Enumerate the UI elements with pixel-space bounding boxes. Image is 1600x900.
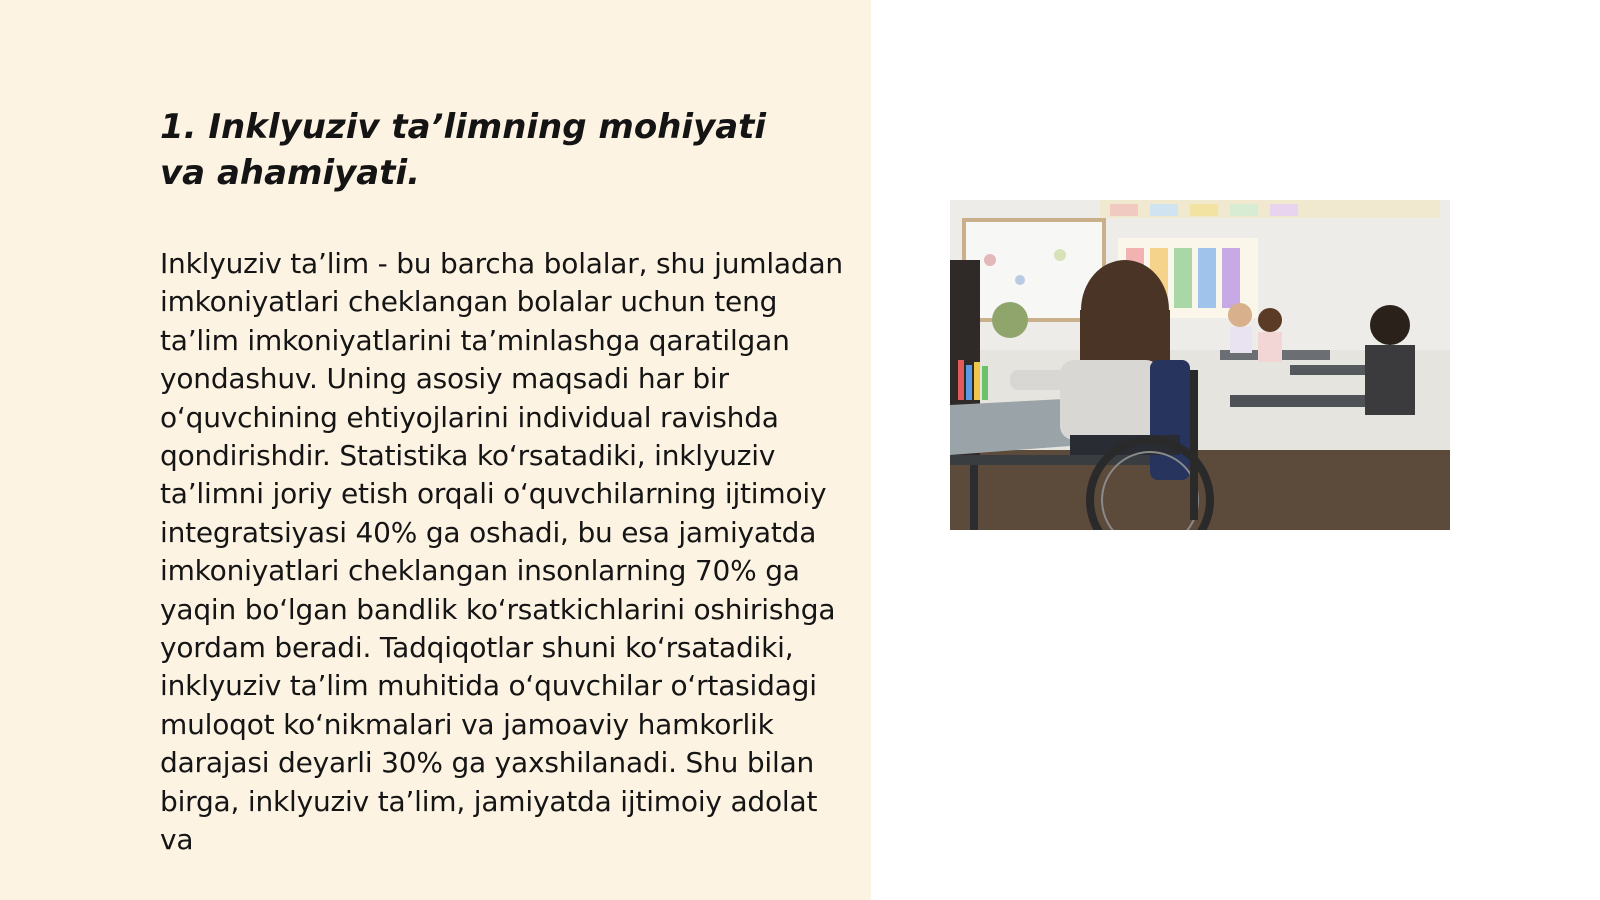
slide-title: 1. Inklyuziv ta’limning mohiyati va ahamiyati. xyxy=(160,107,767,193)
classroom-photo-illustration xyxy=(950,200,1450,530)
slide-body-text: Inklyuziv ta’lim - bu barcha bolalar, shu jumladan imkoniyatlari cheklangan bolalar uchun teng ta’lim imkoniyatlarini ta’minlashga qaratilgan yondashuv. Uning asosiy maqsadi har bir o‘quvchining ehtiyojlarini individual ravishda qondirishdir. Statistika ko‘rsatadiki, inklyuziv ta’limni joriy etish orqali o‘quvchilarning ijtimoiy integratsiyasi 40% ga oshadi, bu esa jamiyatda imkoniyatlari cheklangan insonlarning 70% ga yaqin bo‘lgan bandlik ko‘rsatkichlarini oshirishga yordam beradi. Tadqiqotlar shuni ko‘rsatadiki, inklyuziv ta’lim muhitida o‘quvchilar o‘rtasidagi muloqot ko‘nikmalari va jamoaviy hamkorlik darajasi deyarli 30% ga yaxshilanadi. Shu bilan birga, inklyuziv ta’lim, jamiyatda ijtimoiy adolat va xyxy=(160,247,843,857)
classroom-photo xyxy=(950,200,1450,530)
